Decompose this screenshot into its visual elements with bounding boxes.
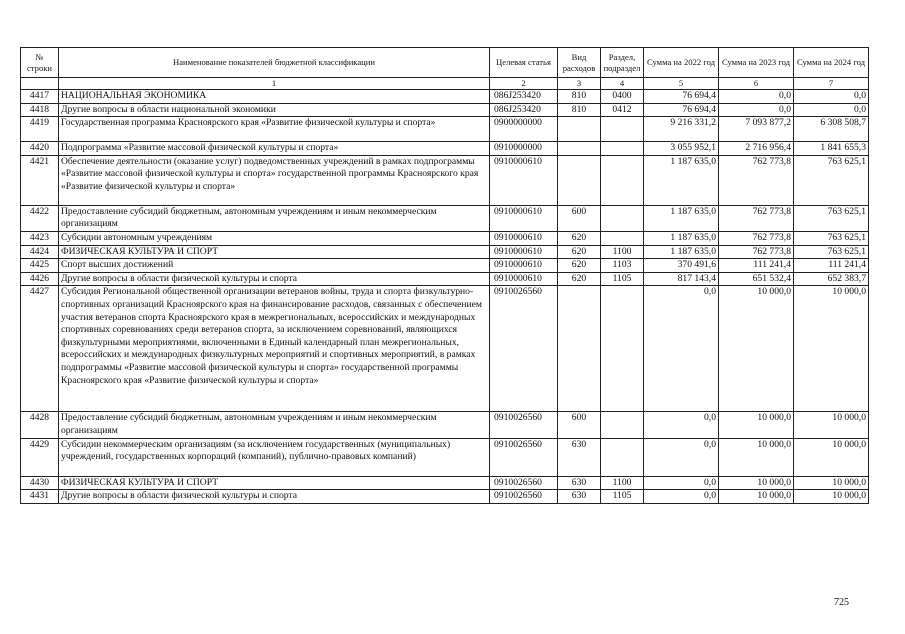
- row-sum-2022: 1 187 635,0: [644, 205, 719, 231]
- header-2023: Сумма на 2023 год: [719, 48, 794, 78]
- row-section: [601, 286, 644, 412]
- row-sum-2022: 1 187 635,0: [644, 155, 719, 205]
- row-name: Предоставление субсидий бюджетным, автономным учреждениям и иным некоммерческим организациям: [59, 205, 490, 231]
- page-number: 725: [834, 597, 849, 608]
- row-sum-2022: 9 216 331,2: [644, 117, 719, 142]
- row-sum-2022: 1 187 635,0: [644, 245, 719, 259]
- row-number: 4424: [21, 245, 59, 259]
- header-section: Раздел, подраздел: [601, 48, 644, 78]
- table-row: [21, 259, 869, 273]
- budget-table: [20, 47, 869, 504]
- row-name: ФИЗИЧЕСКАЯ КУЛЬТУРА И СПОРТ: [59, 476, 490, 490]
- row-sum-2024: 763 625,1: [794, 231, 869, 245]
- row-section: 1105: [601, 490, 644, 504]
- table-row: [21, 231, 869, 245]
- row-target: 0910000000: [490, 142, 558, 156]
- row-sum-2023: 0,0: [719, 103, 794, 117]
- row-sum-2022: 1 187 635,0: [644, 231, 719, 245]
- row-section: [601, 117, 644, 142]
- row-number: 4417: [21, 90, 59, 104]
- row-sum-2022: 76 694,4: [644, 90, 719, 104]
- row-kind: [558, 286, 601, 412]
- row-kind: 620: [558, 245, 601, 259]
- row-section: 1103: [601, 259, 644, 273]
- row-name: Спорт высших достижений: [59, 259, 490, 273]
- row-section: 0400: [601, 90, 644, 104]
- row-name: Подпрограмма «Развитие массовой физической культуры и спорта»: [59, 142, 490, 156]
- column-number: [21, 78, 59, 90]
- column-number: 3: [558, 78, 601, 90]
- header-2024: Сумма на 2024 год: [794, 48, 869, 78]
- row-kind: 600: [558, 412, 601, 438]
- row-number: 4429: [21, 438, 59, 476]
- row-target: 0910026560: [490, 412, 558, 438]
- table-row: [21, 438, 869, 476]
- row-sum-2023: 0,0: [719, 90, 794, 104]
- row-target: 0910000610: [490, 205, 558, 231]
- column-number: 7: [794, 78, 869, 90]
- row-name: ФИЗИЧЕСКАЯ КУЛЬТУРА И СПОРТ: [59, 245, 490, 259]
- header-target: Целевая статья: [490, 48, 558, 78]
- table-row: [21, 412, 869, 438]
- row-name: Государственная программа Красноярского края «Развитие физической культуры и спорта»: [59, 117, 490, 142]
- row-number: 4421: [21, 155, 59, 205]
- row-name: Другие вопросы в области национальной экономики: [59, 103, 490, 117]
- row-section: 1100: [601, 476, 644, 490]
- row-sum-2022: 817 143,4: [644, 272, 719, 286]
- row-sum-2022: 3 055 952,1: [644, 142, 719, 156]
- table-row: [21, 245, 869, 259]
- row-name: Другие вопросы в области физической культуры и спорта: [59, 490, 490, 504]
- row-number: 4428: [21, 412, 59, 438]
- row-target: 0910026560: [490, 286, 558, 412]
- table-row: [21, 90, 869, 104]
- table-row: [21, 103, 869, 117]
- table-row: [21, 272, 869, 286]
- row-sum-2023: 7 093 877,2: [719, 117, 794, 142]
- row-target: 0910000610: [490, 259, 558, 273]
- row-number: 4430: [21, 476, 59, 490]
- table-row: [21, 155, 869, 205]
- row-sum-2024: 10 000,0: [794, 286, 869, 412]
- row-name: Предоставление субсидий бюджетным, автономным учреждениям и иным некоммерческим организациям: [59, 412, 490, 438]
- row-section: [601, 205, 644, 231]
- row-sum-2023: 762 773,8: [719, 231, 794, 245]
- row-sum-2023: 762 773,8: [719, 155, 794, 205]
- row-section: [601, 142, 644, 156]
- row-kind: 600: [558, 205, 601, 231]
- header-name: Наименование показателей бюджетной классификации: [59, 48, 490, 78]
- row-sum-2024: 763 625,1: [794, 205, 869, 231]
- row-section: [601, 438, 644, 476]
- row-kind: 620: [558, 272, 601, 286]
- row-sum-2024: 10 000,0: [794, 476, 869, 490]
- table-body: [21, 90, 869, 504]
- row-number: 4431: [21, 490, 59, 504]
- table-row: [21, 205, 869, 231]
- row-name: Другие вопросы в области физической культуры и спорта: [59, 272, 490, 286]
- row-sum-2023: 10 000,0: [719, 412, 794, 438]
- row-target: 0910000610: [490, 231, 558, 245]
- row-number: 4418: [21, 103, 59, 117]
- row-sum-2024: 652 383,7: [794, 272, 869, 286]
- row-target: 0910026560: [490, 490, 558, 504]
- row-section: 0412: [601, 103, 644, 117]
- row-sum-2022: 0,0: [644, 490, 719, 504]
- row-name: Субсидия Региональной общественной организации ветеранов войны, труда и спорта физкультурно-спортивных организаций Красноярского края на финансирование расходов, связанных с обеспечением участия ветеранов спорта Красноярского края в межрегиональных, всероссийских и международных спортивных соревнованиях среди ветеранов спорта, за исключением соревнований, являющихся физкультурными мероприятиями, включенными в Единый календарный план межрегиональных, всероссийских и международных физкультурных мероприятий и спортивных мероприятий, в рамках подпрограммы «Развитие массовой физической культуры и спорта» государственной программы Красноярского края «Развитие физической культуры и спорта»: [59, 286, 490, 412]
- row-section: 1100: [601, 245, 644, 259]
- row-name: Субсидии некоммерческим организациям (за исключением государственных (муниципальных) учреждений, государственных корпораций (компаний), публично-правовых компаний): [59, 438, 490, 476]
- row-kind: 620: [558, 231, 601, 245]
- row-target: 086J253420: [490, 90, 558, 104]
- row-number: 4422: [21, 205, 59, 231]
- row-section: [601, 231, 644, 245]
- header-2022: Сумма на 2022 год: [644, 48, 719, 78]
- column-number: 6: [719, 78, 794, 90]
- header-row: [21, 48, 869, 78]
- row-number: 4420: [21, 142, 59, 156]
- row-sum-2022: 0,0: [644, 412, 719, 438]
- header-num: № строки: [21, 48, 59, 78]
- row-section: 1105: [601, 272, 644, 286]
- row-sum-2024: 111 241,4: [794, 259, 869, 273]
- row-sum-2022: 0,0: [644, 476, 719, 490]
- row-number: 4427: [21, 286, 59, 412]
- row-kind: [558, 142, 601, 156]
- column-number: 1: [59, 78, 490, 90]
- row-kind: 810: [558, 103, 601, 117]
- column-number-row: [21, 78, 869, 90]
- row-sum-2023: 10 000,0: [719, 438, 794, 476]
- row-target: 0900000000: [490, 117, 558, 142]
- row-sum-2022: 0,0: [644, 286, 719, 412]
- row-sum-2023: 762 773,8: [719, 245, 794, 259]
- header-kind: Вид расходов: [558, 48, 601, 78]
- column-number: 2: [490, 78, 558, 90]
- row-sum-2024: 10 000,0: [794, 438, 869, 476]
- row-sum-2024: 1 841 655,3: [794, 142, 869, 156]
- row-number: 4426: [21, 272, 59, 286]
- row-kind: [558, 155, 601, 205]
- row-section: [601, 155, 644, 205]
- table-row: [21, 476, 869, 490]
- row-number: 4419: [21, 117, 59, 142]
- row-sum-2024: 10 000,0: [794, 490, 869, 504]
- row-sum-2024: 6 308 508,7: [794, 117, 869, 142]
- table-row: [21, 490, 869, 504]
- row-kind: 630: [558, 476, 601, 490]
- row-target: 0910000610: [490, 272, 558, 286]
- row-sum-2023: 2 716 956,4: [719, 142, 794, 156]
- row-section: [601, 412, 644, 438]
- table-row: [21, 286, 869, 412]
- row-sum-2024: 763 625,1: [794, 155, 869, 205]
- row-sum-2023: 10 000,0: [719, 286, 794, 412]
- row-target: 0910000610: [490, 245, 558, 259]
- row-name: Обеспечение деятельности (оказание услуг) подведомственных учреждений в рамках подпрограммы «Развитие массовой физической культуры и спорта» государственной программы Красноярского края «Развитие физической культуры и спорта»: [59, 155, 490, 205]
- row-sum-2024: 763 625,1: [794, 245, 869, 259]
- row-number: 4425: [21, 259, 59, 273]
- row-name: НАЦИОНАЛЬНАЯ ЭКОНОМИКА: [59, 90, 490, 104]
- column-number: 5: [644, 78, 719, 90]
- table-row: [21, 142, 869, 156]
- row-kind: 810: [558, 90, 601, 104]
- table-row: [21, 117, 869, 142]
- row-sum-2023: 651 532,4: [719, 272, 794, 286]
- row-target: 0910026560: [490, 476, 558, 490]
- row-sum-2023: 10 000,0: [719, 476, 794, 490]
- row-kind: 630: [558, 438, 601, 476]
- row-sum-2024: 0,0: [794, 103, 869, 117]
- row-sum-2023: 10 000,0: [719, 490, 794, 504]
- row-sum-2022: 0,0: [644, 438, 719, 476]
- row-target: 086J253420: [490, 103, 558, 117]
- row-kind: 630: [558, 490, 601, 504]
- row-sum-2023: 762 773,8: [719, 205, 794, 231]
- row-sum-2024: 10 000,0: [794, 412, 869, 438]
- row-kind: [558, 117, 601, 142]
- row-kind: 620: [558, 259, 601, 273]
- column-number: 4: [601, 78, 644, 90]
- row-sum-2022: 76 694,4: [644, 103, 719, 117]
- row-target: 0910000610: [490, 155, 558, 205]
- row-sum-2023: 111 241,4: [719, 259, 794, 273]
- row-sum-2022: 370 491,6: [644, 259, 719, 273]
- row-target: 0910026560: [490, 438, 558, 476]
- row-name: Субсидии автономным учреждениям: [59, 231, 490, 245]
- row-number: 4423: [21, 231, 59, 245]
- row-sum-2024: 0,0: [794, 90, 869, 104]
